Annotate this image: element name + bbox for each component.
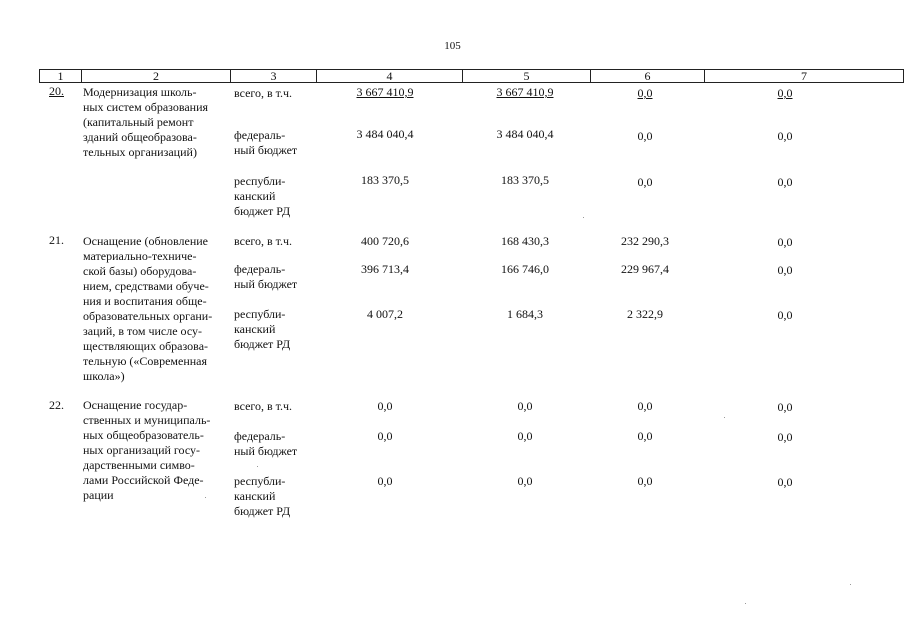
scan-speck xyxy=(850,584,851,585)
value-col5: 0,0 xyxy=(517,474,533,488)
value-col4: 396 713,4 xyxy=(361,262,409,276)
row-name-line: нием, средствами обуче- xyxy=(83,279,209,293)
value-col5: 3 667 410,9 xyxy=(496,85,554,99)
value-col7: 0,0 xyxy=(777,86,793,100)
value-col6: 2 322,9 xyxy=(627,307,663,321)
row-name-line: тельных организаций) xyxy=(83,145,197,159)
source-label-line: бюджет РД xyxy=(234,204,291,218)
scan-speck xyxy=(205,497,206,498)
funding-source-label xyxy=(234,86,314,101)
value-col4: 0,0 xyxy=(377,399,393,413)
source-label-line: всего, в т.ч. xyxy=(234,86,293,100)
funding-source-label xyxy=(234,474,314,519)
column-header-row xyxy=(40,70,904,83)
row-name-line: (капитальный ремонт xyxy=(83,115,194,129)
source-label-line: бюджет РД xyxy=(234,337,291,351)
row-number: 22. xyxy=(49,398,64,412)
value-col7: 0,0 xyxy=(777,430,793,444)
value-col4: 3 484 040,4 xyxy=(356,127,414,141)
value-col5: 168 430,3 xyxy=(501,234,549,248)
row-name-line: ных общеобразователь- xyxy=(83,428,204,442)
funding-source-label xyxy=(234,429,314,459)
value-col6: 0,0 xyxy=(637,399,653,413)
funding-source-label xyxy=(234,174,314,219)
column-header-6: 6 xyxy=(591,70,705,83)
value-col7: 0,0 xyxy=(777,475,793,489)
funding-source-label xyxy=(234,262,314,292)
value-col7: 0,0 xyxy=(777,400,793,414)
funding-source-label xyxy=(234,399,314,414)
value-col6: 0,0 xyxy=(637,86,653,100)
source-label-line: ный бюджет xyxy=(234,143,298,157)
source-label-line: канский xyxy=(234,322,276,336)
value-col6: 0,0 xyxy=(637,129,653,143)
row-name-line: зданий общеобразова- xyxy=(83,130,197,144)
value-col5: 1 684,3 xyxy=(507,307,543,321)
source-label-line: всего, в т.ч. xyxy=(234,399,293,413)
source-label-line: федераль- xyxy=(234,128,286,142)
page-number: 105 xyxy=(444,40,461,52)
row-name-line: заций, в том числе осу- xyxy=(83,324,203,338)
row-name-line: ных систем образования xyxy=(83,100,209,114)
value-col5: 0,0 xyxy=(517,429,533,443)
row-name-line: ской базы) оборудова- xyxy=(83,264,197,278)
row-name-line: материально-техниче- xyxy=(83,249,197,263)
value-col7: 0,0 xyxy=(777,129,793,143)
value-col5: 166 746,0 xyxy=(501,262,549,276)
row-number: 20. xyxy=(49,84,64,98)
value-col4: 3 667 410,9 xyxy=(356,85,414,99)
value-col4: 183 370,5 xyxy=(361,173,409,187)
funding-source-label xyxy=(234,128,314,158)
row-name-line: ществляющих образова- xyxy=(83,339,209,353)
column-header-table xyxy=(39,69,904,83)
row-name xyxy=(83,398,223,503)
funding-source-label xyxy=(234,234,314,249)
value-col5: 0,0 xyxy=(517,399,533,413)
row-name-line: ных организаций госу- xyxy=(83,443,200,457)
value-col6: 232 290,3 xyxy=(621,234,669,248)
source-label-line: канский xyxy=(234,489,276,503)
row-name-line: Модернизация школь- xyxy=(83,85,197,99)
source-label-line: канский xyxy=(234,189,276,203)
scan-speck xyxy=(583,217,584,218)
row-name-line: образовательных органи- xyxy=(83,309,213,323)
row-name-line: рации xyxy=(83,488,114,502)
source-label-line: бюджет РД xyxy=(234,504,291,518)
value-col6: 229 967,4 xyxy=(621,262,669,276)
column-header-7: 7 xyxy=(705,70,904,83)
row-name-line: ния и воспитания обще- xyxy=(83,294,207,308)
column-header-1: 1 xyxy=(40,70,82,83)
value-col6: 0,0 xyxy=(637,474,653,488)
source-label-line: республи- xyxy=(234,307,286,321)
value-col7: 0,0 xyxy=(777,308,793,322)
row-name xyxy=(83,234,223,384)
value-col7: 0,0 xyxy=(777,175,793,189)
value-col4: 400 720,6 xyxy=(361,234,409,248)
row-name-line: тельную («Современная xyxy=(83,354,208,368)
row-name-line: Оснащение (обновление xyxy=(83,234,208,248)
row-name xyxy=(83,85,223,160)
value-col4: 0,0 xyxy=(377,429,393,443)
value-col5: 3 484 040,4 xyxy=(496,127,554,141)
row-name-line: дарственными симво- xyxy=(83,458,195,472)
column-header-2: 2 xyxy=(82,70,231,83)
column-header-3: 3 xyxy=(231,70,317,83)
value-col6: 0,0 xyxy=(637,175,653,189)
source-label-line: ный бюджет xyxy=(234,277,298,291)
source-label-line: ный бюджет xyxy=(234,444,298,458)
source-label-line: федераль- xyxy=(234,262,286,276)
source-label-line: федераль- xyxy=(234,429,286,443)
value-col7: 0,0 xyxy=(777,263,793,277)
scan-speck xyxy=(257,466,258,467)
source-label-line: республи- xyxy=(234,474,286,488)
value-col4: 0,0 xyxy=(377,474,393,488)
value-col7: 0,0 xyxy=(777,235,793,249)
row-number: 21. xyxy=(49,233,64,247)
value-col4: 4 007,2 xyxy=(367,307,403,321)
row-name-line: Оснащение государ- xyxy=(83,398,188,412)
value-col6: 0,0 xyxy=(637,429,653,443)
row-name-line: лами Российской Феде- xyxy=(83,473,204,487)
funding-source-label xyxy=(234,307,314,352)
source-label-line: всего, в т.ч. xyxy=(234,234,293,248)
column-header-5: 5 xyxy=(463,70,591,83)
scan-speck xyxy=(724,417,725,418)
row-name-line: ственных и муниципаль- xyxy=(83,413,211,427)
source-label-line: республи- xyxy=(234,174,286,188)
row-name-line: школа») xyxy=(83,369,125,383)
scan-speck xyxy=(745,603,746,604)
column-header-4: 4 xyxy=(317,70,463,83)
value-col5: 183 370,5 xyxy=(501,173,549,187)
